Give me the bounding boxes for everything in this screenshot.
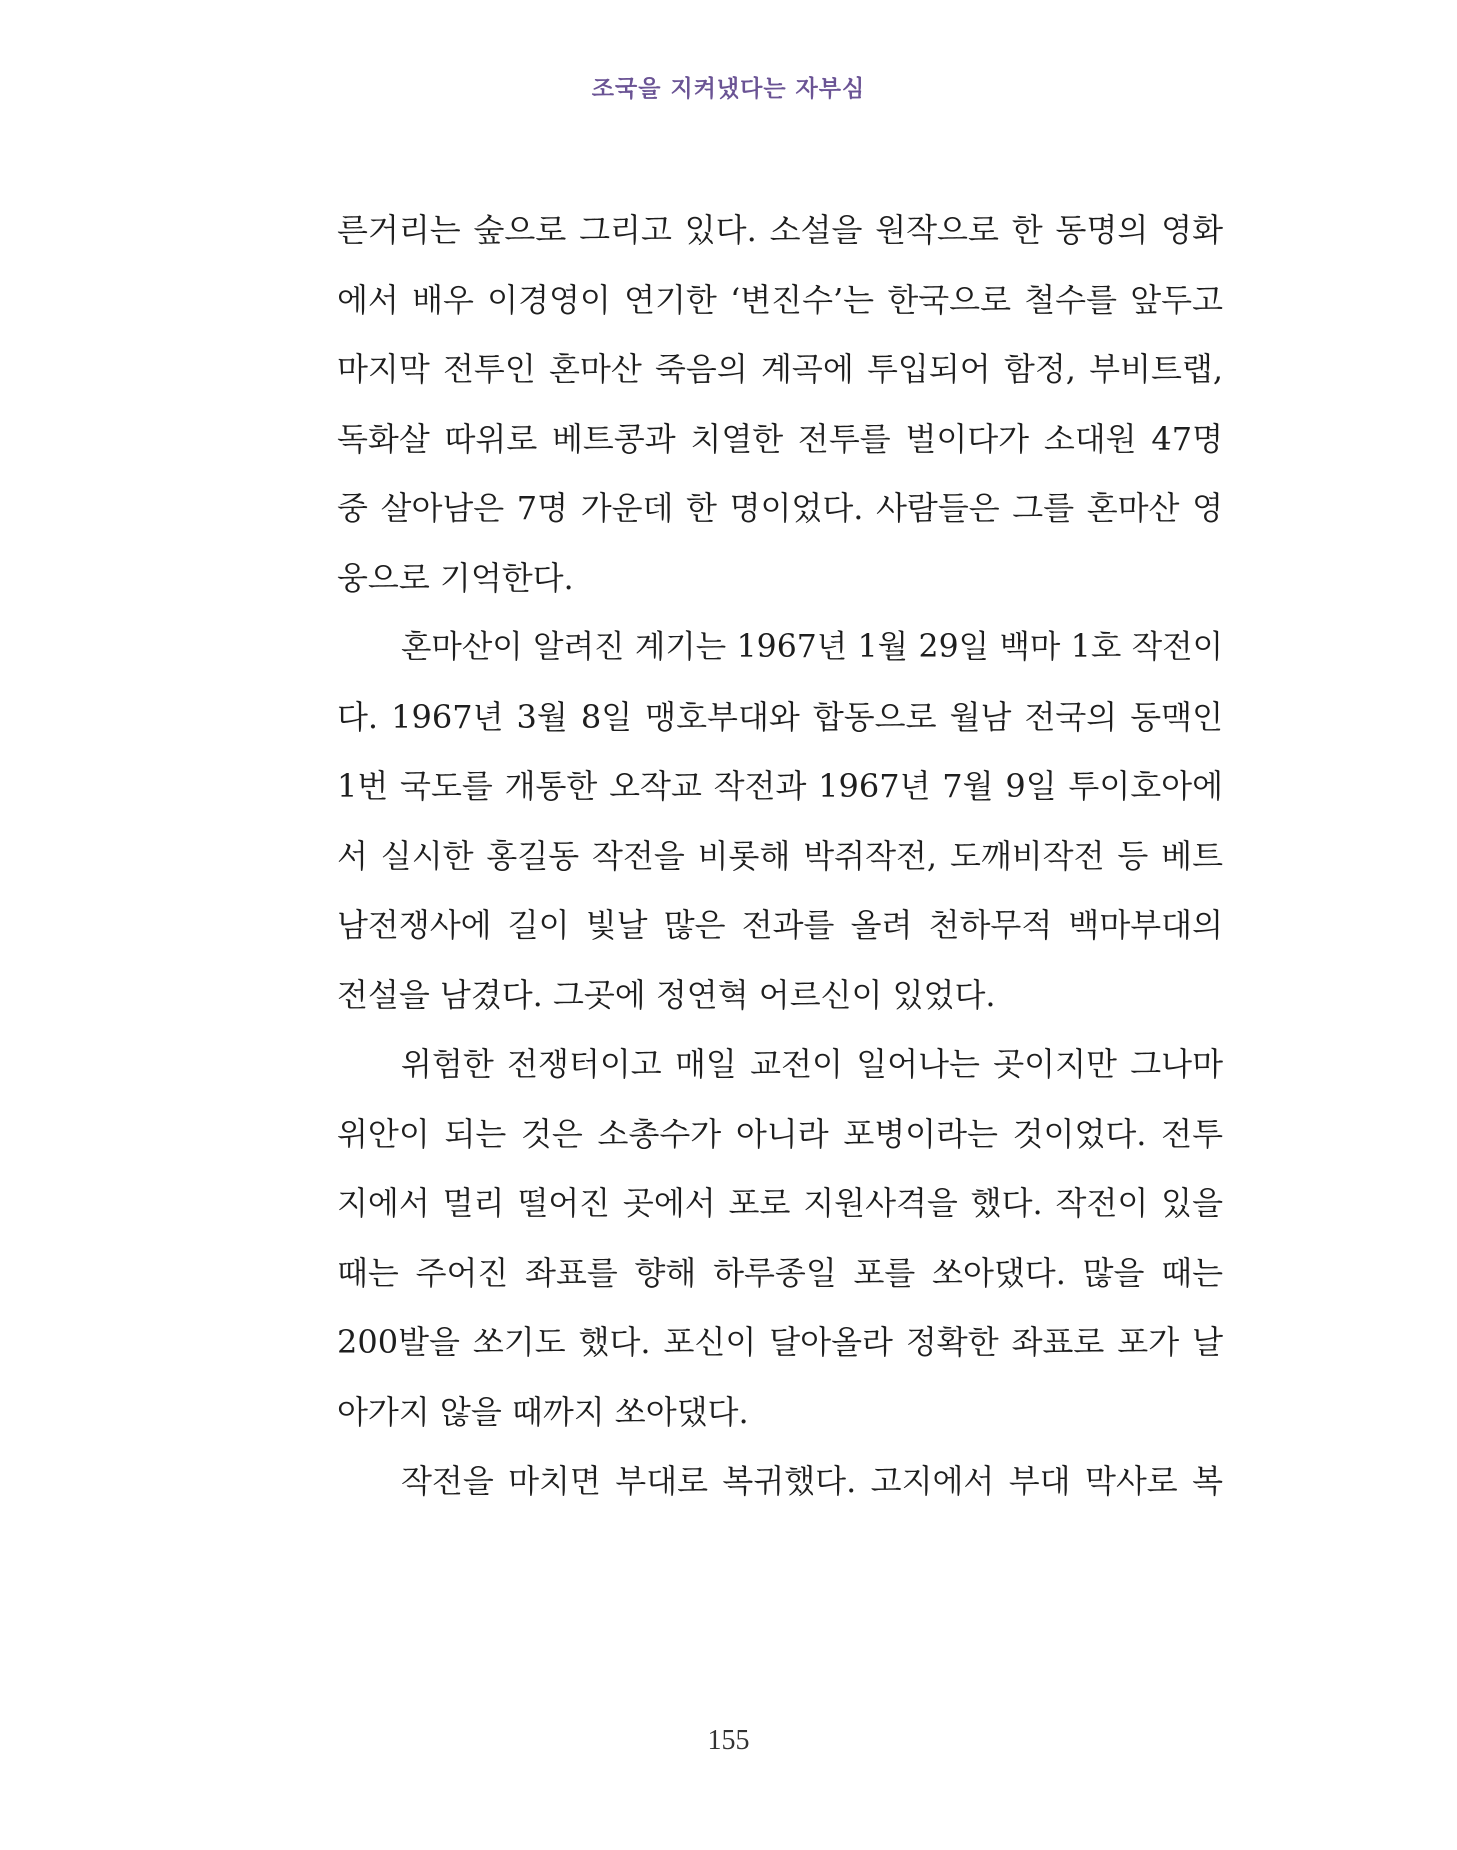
text-line: 다. 1967년 3월 8일 맹호부대와 합동으로 월남 전국의 동맥인 — [337, 697, 1223, 736]
text-line: 남전쟁사에 길이 빛날 많은 전과를 올려 천하무적 백마부대의 — [337, 906, 1223, 944]
text-line: 1번 국도를 개통한 오작교 작전과 1967년 7월 9일 투이호아에 — [337, 767, 1223, 805]
text-line: 지에서 멀리 떨어진 곳에서 포로 지원사격을 했다. 작전이 있을 — [337, 1184, 1223, 1222]
body-text — [337, 196, 1223, 1517]
text-line: 혼마산이 알려진 계기는 1967년 1월 29일 백마 1호 작전이 — [401, 629, 1223, 665]
text-line: 중 살아남은 7명 가운데 한 명이었다. 사람들은 그를 혼마산 영 — [337, 489, 1223, 527]
text-line: 위험한 전쟁터이고 매일 교전이 일어나는 곳이지만 그나마 — [401, 1045, 1223, 1083]
text-line: 200발을 쏘기도 했다. 포신이 달아올라 정확한 좌표로 포가 날 — [337, 1323, 1223, 1361]
text-line: 서 실시한 홍길동 작전을 비롯해 박쥐작전, 도깨비작전 등 베트 — [337, 836, 1223, 875]
text-line: 작전을 마치면 부대로 복귀했다. 고지에서 부대 막사로 복 — [401, 1462, 1223, 1500]
text-line: 때는 주어진 좌표를 향해 하루종일 포를 쏘아댔다. 많을 때는 — [337, 1253, 1223, 1292]
text-line: 른거리는 숲으로 그리고 있다. 소설을 원작으로 한 동명의 영화 — [337, 211, 1223, 249]
text-line: 마지막 전투인 혼마산 죽음의 계곡에 투입되어 함정, 부비트랩, — [337, 350, 1223, 388]
page-number: 155 — [707, 1725, 750, 1756]
text-line: 에서 배우 이경영이 연기한 ‘변진수’는 한국으로 철수를 앞두고 — [337, 280, 1223, 319]
text-line: 웅으로 기억한다. — [337, 558, 574, 597]
text-line: 아가지 않을 때까지 쏘아댔다. — [337, 1392, 749, 1431]
running-header: 조국을 지켜냈다는 자부심 — [591, 76, 866, 102]
text-line: 전설을 남겼다. 그곳에 정연혁 어르신이 있었다. — [337, 975, 996, 1014]
text-line: 독화살 따위로 베트콩과 치열한 전투를 벌이다가 소대원 47명 — [337, 419, 1223, 458]
text-line: 위안이 되는 것은 소총수가 아니라 포병이라는 것이었다. 전투 — [337, 1114, 1223, 1153]
